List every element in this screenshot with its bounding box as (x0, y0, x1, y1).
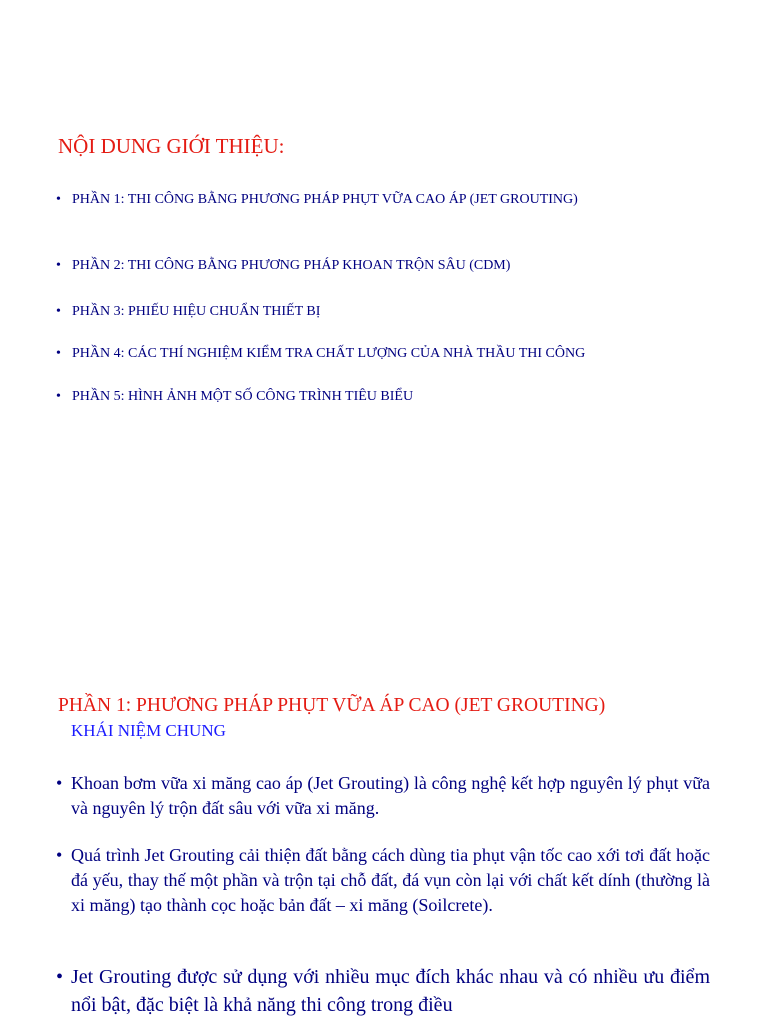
bullet-icon: • (56, 845, 63, 865)
paragraph-text: Quá trình Jet Grouting cải thiện đất bằng cách dùng tia phụt vận tốc cao xới tơi đất hoặc đá yếu, thay thế một phần và trộn tại chỗ đất, đá vụn còn lại với chất kết dính (thường là xi măng) tạo thành cọc hoặc bản đất – xi măng (Soilcrete). (71, 845, 710, 915)
toc-item-label: PHẦN 1: THI CÔNG BẰNG PHƯƠNG PHÁP PHỤT VỮA CAO ÁP (JET GROUTING) (72, 192, 578, 207)
toc-item-part-5 (56, 389, 413, 405)
paragraph-text: Khoan bơm vữa xi măng cao áp (Jet Grouting) là công nghệ kết hợp nguyên lý phụt vữa và nguyên lý trộn đất sâu với vữa xi măng. (71, 773, 710, 818)
bullet-icon: • (56, 966, 64, 988)
toc-item-label: PHẦN 2: THI CÔNG BẰNG PHƯƠNG PHÁP KHOAN TRỘN SÂU (CDM) (72, 258, 511, 273)
concept-paragraph-3 (56, 963, 710, 1019)
concept-paragraph-1 (56, 771, 710, 821)
concept-paragraph-2 (56, 843, 710, 918)
bullet-icon: • (56, 346, 61, 361)
toc-item-part-2 (56, 258, 510, 274)
bullet-icon: • (56, 192, 61, 207)
bullet-icon: • (56, 773, 63, 793)
part1-subtitle: KHÁI NIỆM CHUNG (71, 721, 226, 740)
toc-item-label: PHẦN 3: PHIẾU HIỆU CHUẨN THIẾT BỊ (72, 304, 321, 319)
toc-item-part-3 (56, 304, 320, 320)
toc-item-part-4 (56, 346, 585, 362)
paragraph-text: Jet Grouting được sử dụng với nhiều mục đích khác nhau và có nhiều ưu điểm nổi bật, đặc biệt là khả năng thi công trong điều (71, 966, 710, 1016)
toc-item-label: PHẦN 5: HÌNH ẢNH MỘT SỐ CÔNG TRÌNH TIÊU BIỂU (72, 389, 414, 404)
toc-item-part-1 (56, 192, 578, 208)
bullet-icon: • (56, 389, 61, 404)
bullet-icon: • (56, 258, 61, 273)
part1-title: PHẦN 1: PHƯƠNG PHÁP PHỤT VỮA ÁP CAO (JET GROUTING) (58, 695, 606, 716)
part1-slide (0, 640, 768, 1024)
toc-item-label: PHẦN 4: CÁC THÍ NGHIỆM KIỂM TRA CHẤT LƯỢNG CỦA NHÀ THẦU THI CÔNG (72, 346, 586, 361)
bullet-icon: • (56, 304, 61, 319)
intro-title: NỘI DUNG GIỚI THIỆU: (58, 134, 285, 158)
